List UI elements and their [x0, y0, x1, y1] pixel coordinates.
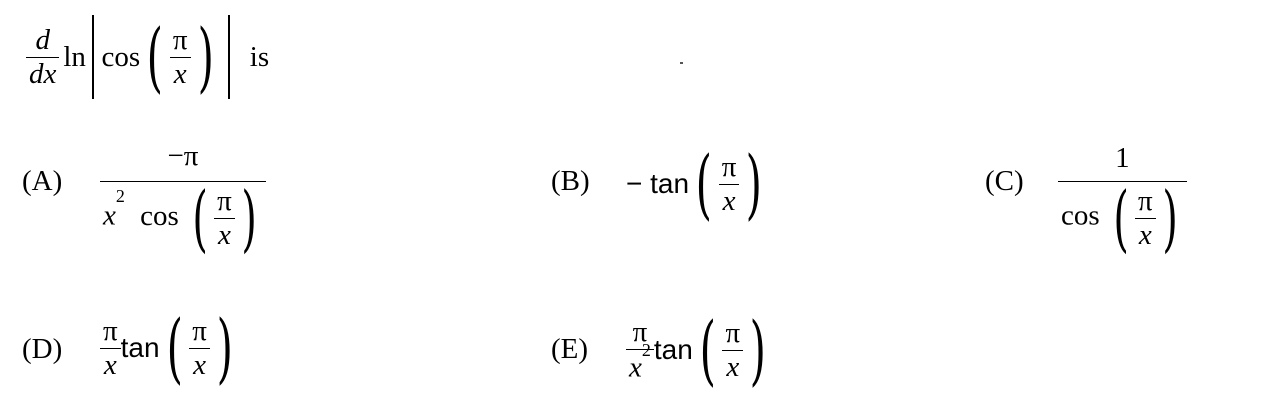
derivative-operator [26, 24, 59, 91]
ln-function: ln [63, 40, 86, 73]
is-word: is [249, 40, 270, 73]
choice-a-expression [100, 140, 266, 260]
cos-function: cos [101, 40, 141, 73]
choice-b-expression: − tan ( $\frac{\pi}{x}$ ) [626, 139, 763, 228]
choice-a-numerator: −π [167, 140, 199, 172]
pi-over-x: $\frac{\pi}{x}$ [170, 24, 191, 91]
abs-bar-left [92, 15, 94, 99]
stray-dot [680, 62, 683, 64]
choice-c-expression: 1 cos ( $\frac{\pi}{x}$ ) [1058, 142, 1187, 254]
derivative-dx: dx [29, 57, 57, 90]
choice-a-denominator: $x^2$ cos ( $\frac{\pi}{x}$ ) [103, 176, 257, 260]
choice-d-label: (D) [22, 333, 63, 365]
question-stem [26, 12, 269, 102]
choice-e-expression: $\frac{\pi}{x^2}$ tan ( $\frac{\pi}{x}$ ) [626, 306, 773, 394]
choice-d-expression: $\frac{\pi}{x}$ tan ( $\frac{\pi}{x}$ ) [100, 306, 240, 390]
choice-c-numerator: 1 [1115, 142, 1130, 174]
paren-group: ( $\frac{\pi}{x}$ ) [146, 12, 214, 101]
abs-bar-right [228, 15, 230, 99]
derivative-d: d [35, 23, 50, 56]
choice-a-label: (A) [22, 165, 63, 197]
choice-b-label: (B) [551, 165, 590, 197]
choice-c-label: (C) [985, 165, 1024, 197]
choice-e-label: (E) [551, 333, 589, 365]
